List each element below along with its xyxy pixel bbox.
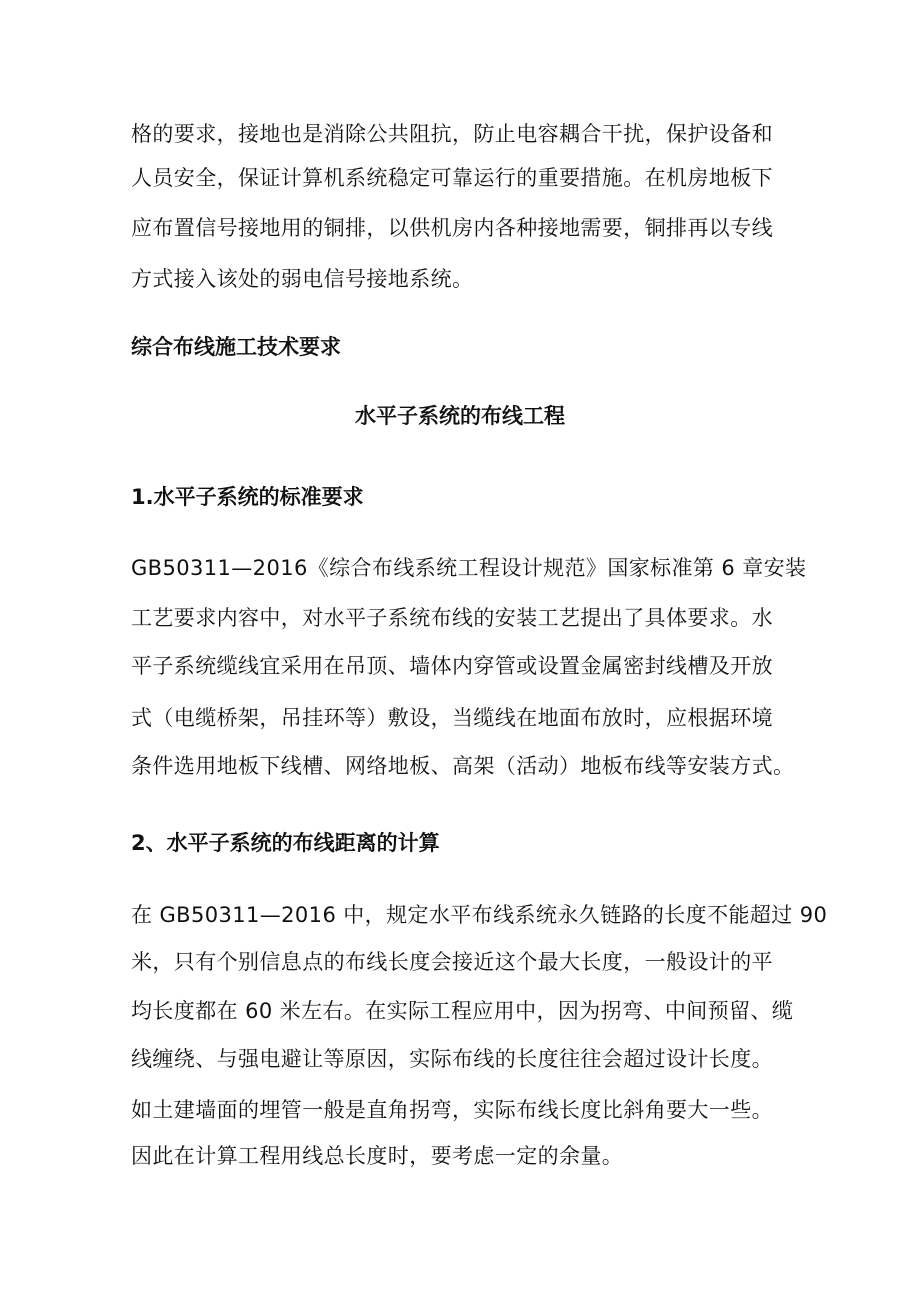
paragraph-1-line-4: 方式接入该处的弱电信号接地系统。 — [131, 267, 474, 291]
paragraph-3-line-5: 如土建墙面的埋管一般是直角拐弯，实际布线长度比斜角要大一些。 — [131, 1098, 773, 1122]
subheading-2: 2、水平子系统的布线距离的计算 — [131, 831, 440, 855]
paragraph-3-line-4: 线缠绕、与强电避让等原因，实际布线的长度往往会超过设计长度。 — [131, 1047, 773, 1071]
paragraph-3-line-3: 均长度都在 60 米左右。在实际工程应用中，因为拐弯、中间预留、缆 — [131, 999, 794, 1023]
paragraph-3-line-2: 米，只有个别信息点的布线长度会接近这个最大长度，一般设计的平 — [131, 950, 773, 974]
subheading-1: 1.水平子系统的标准要求 — [131, 485, 364, 509]
paragraph-2-line-1: GB50311—2016《综合布线系统工程设计规范》国家标准第 6 章安装 — [131, 556, 807, 580]
paragraph-2-line-5: 条件选用地板下线槽、网络地板、高架（活动）地板布线等安装方式。 — [131, 754, 795, 778]
paragraph-2-line-4: 式（电缆桥架，吊挂环等）敷设，当缆线在地面布放时，应根据环境 — [131, 706, 773, 730]
paragraph-2-line-3: 平子系统缆线宜采用在吊顶、墙体内穿管或设置金属密封线槽及开放 — [131, 654, 773, 678]
paragraph-1-line-1: 格的要求，接地也是消除公共阻抗，防止电容耦合干扰，保护设备和 — [131, 122, 773, 146]
paragraph-2-line-2: 工艺要求内容中，对水平子系统布线的安装工艺提出了具体要求。水 — [131, 606, 773, 630]
paragraph-3-line-6: 因此在计算工程用线总长度时，要考虑一定的余量。 — [131, 1144, 624, 1168]
paragraph-3-line-1: 在 GB50311—2016 中，规定水平布线系统永久链路的长度不能超过 90 — [131, 903, 828, 927]
paragraph-1-line-2: 人员安全，保证计算机系统稳定可靠运行的重要措施。在机房地板下 — [131, 166, 773, 190]
paragraph-1-line-3: 应布置信号接地用的铜排，以供机房内各种接地需要，铜排再以专线 — [131, 216, 773, 240]
section-heading: 综合布线施工技术要求 — [131, 335, 341, 359]
centered-title: 水平子系统的布线工程 — [355, 404, 565, 428]
